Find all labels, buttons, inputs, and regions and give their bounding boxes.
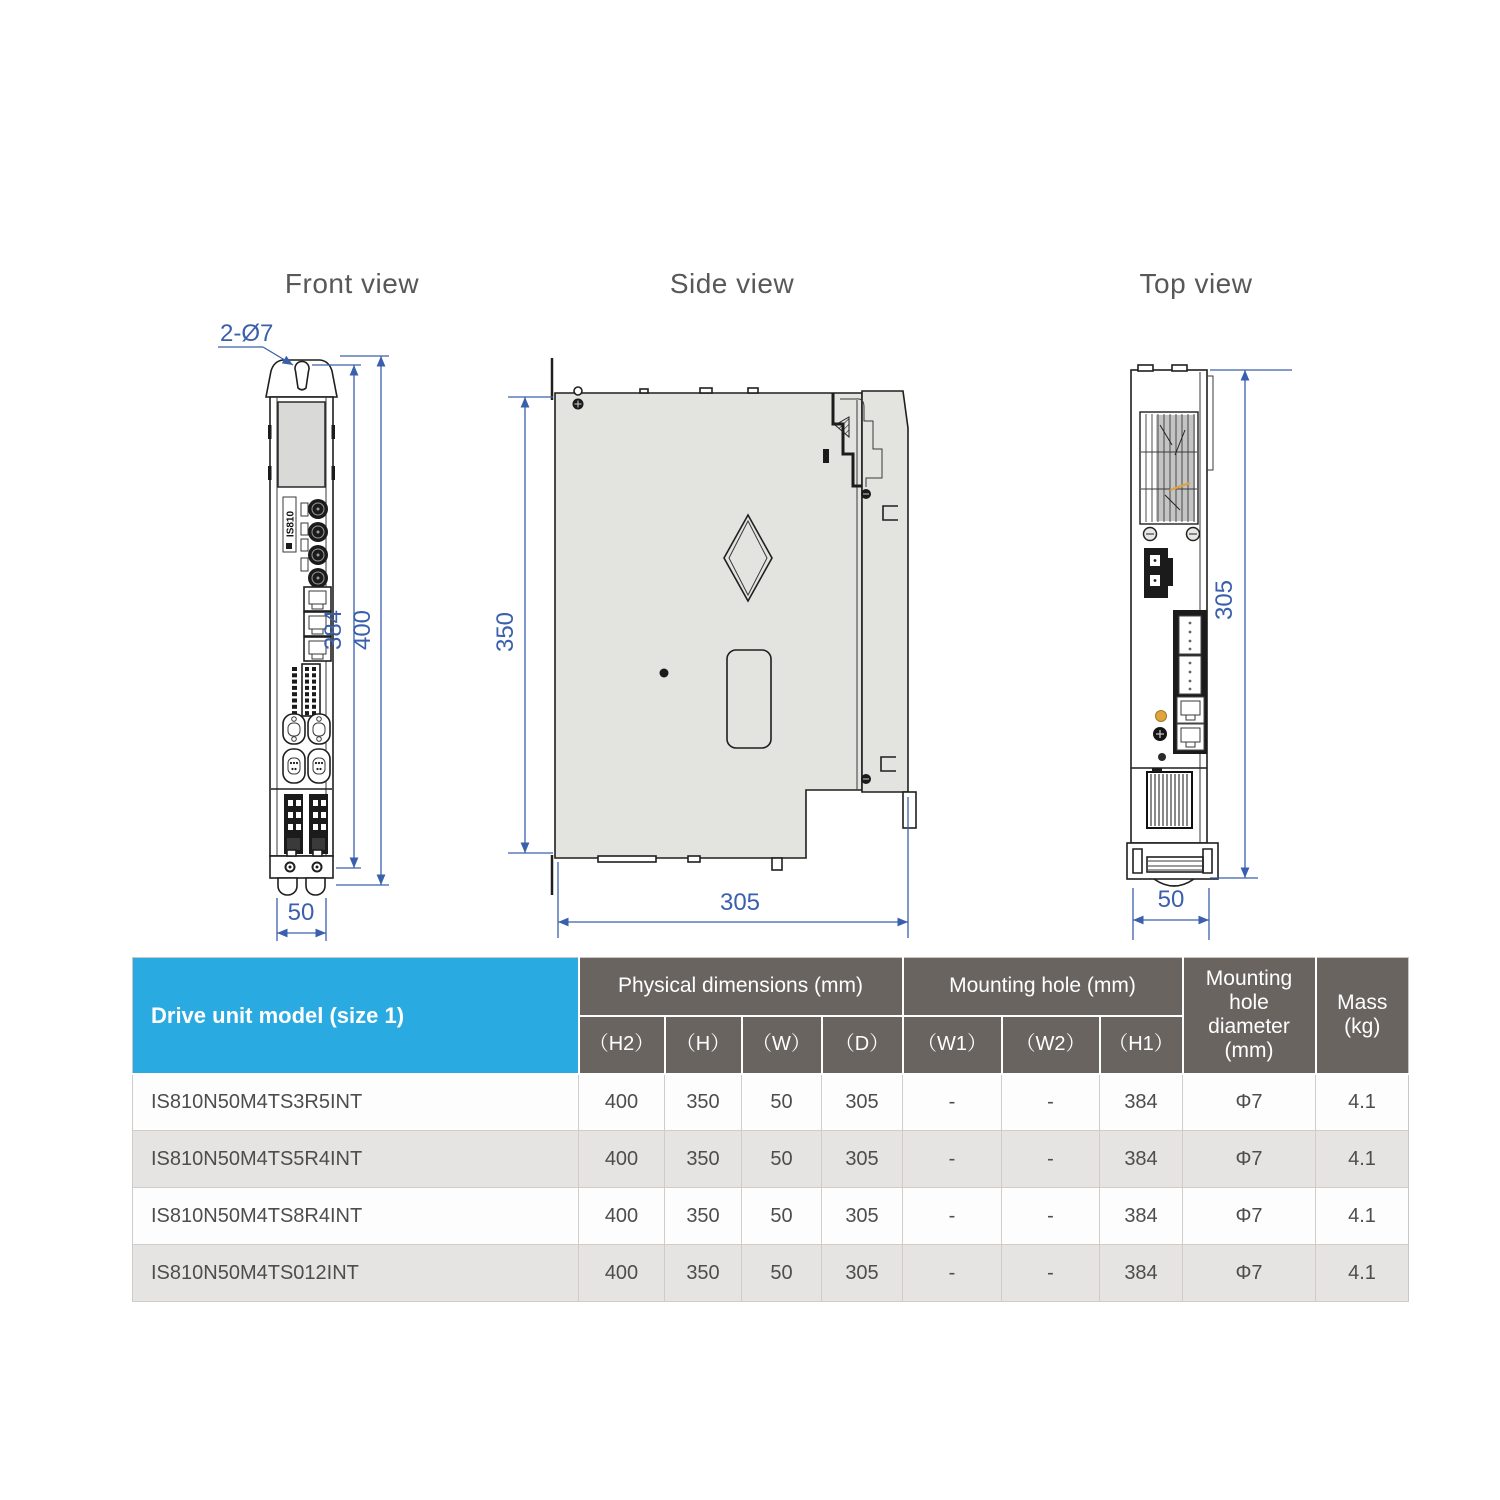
side-dim-350 <box>492 397 553 853</box>
front-keyhole-slot <box>295 361 309 389</box>
cell-w: 50 <box>742 1074 822 1131</box>
view-title-top: Top view <box>1139 268 1253 299</box>
col-header-model: Drive unit model (size 1) <box>133 958 579 1074</box>
table-row <box>133 1245 1409 1302</box>
col-header-h1: （H1） <box>1100 1016 1183 1074</box>
side-screw-right-upper <box>861 489 871 499</box>
cell-model: IS810N50M4TS8R4INT <box>133 1188 579 1245</box>
cell-h1: 384 <box>1100 1074 1183 1131</box>
col-header-w2: （W2） <box>1002 1016 1100 1074</box>
col-header-w: （W） <box>742 1016 822 1074</box>
cell-mass: 4.1 <box>1316 1188 1409 1245</box>
cell-h2: 400 <box>579 1245 665 1302</box>
front-dim-50-label: 50 <box>287 899 315 926</box>
cell-diameter: Φ7 <box>1183 1188 1316 1245</box>
cell-w2: - <box>1002 1131 1100 1188</box>
col-header-mounting-hole-diameter: Mounting hole diameter (mm) <box>1183 958 1316 1074</box>
top-bottom-bracket <box>1127 843 1218 886</box>
top-dim-305 <box>1210 370 1292 878</box>
cell-w2: - <box>1002 1245 1100 1302</box>
view-title-front: Front view <box>284 268 420 299</box>
front-device-label-text: IS810 <box>285 510 297 538</box>
cell-model: IS810N50M4TS3R5INT <box>133 1074 579 1131</box>
cell-w2: - <box>1002 1074 1100 1131</box>
side-screw-top <box>573 399 584 410</box>
cell-h1: 384 <box>1100 1131 1183 1188</box>
cell-diameter: Φ7 <box>1183 1131 1316 1188</box>
col-group-physical-dimensions: Physical dimensions (mm) <box>579 958 903 1016</box>
table-row <box>133 1188 1409 1245</box>
col-header-d: （D） <box>822 1016 903 1074</box>
top-dim-305-label: 305 <box>1211 579 1238 621</box>
side-dim-350-label: 350 <box>492 611 519 653</box>
cell-d: 305 <box>822 1131 903 1188</box>
cell-h2: 400 <box>579 1074 665 1131</box>
col-header-w1: （W1） <box>903 1016 1002 1074</box>
cell-model: IS810N50M4TS5R4INT <box>133 1131 579 1188</box>
cell-w1: - <box>903 1131 1002 1188</box>
side-dim-305-label: 305 <box>719 889 761 916</box>
cell-w: 50 <box>742 1131 822 1188</box>
top-fan-block <box>1147 768 1192 828</box>
cell-h: 350 <box>665 1245 742 1302</box>
cell-d: 305 <box>822 1074 903 1131</box>
front-dim-holes-label: 2-Ø7 <box>220 320 274 347</box>
cell-mass: 4.1 <box>1316 1074 1409 1131</box>
cell-d: 305 <box>822 1188 903 1245</box>
top-connector-bank <box>1173 610 1207 754</box>
table-row <box>133 1074 1409 1131</box>
side-din-clip-tail <box>903 792 916 828</box>
cell-h2: 400 <box>579 1131 665 1188</box>
cell-h: 350 <box>665 1074 742 1131</box>
cell-h: 350 <box>665 1188 742 1245</box>
table-row <box>133 1131 1409 1188</box>
cell-w2: - <box>1002 1188 1100 1245</box>
cell-mass: 4.1 <box>1316 1245 1409 1302</box>
col-header-h: （H） <box>665 1016 742 1074</box>
front-mounting-feet <box>278 878 325 895</box>
front-display-panel <box>278 402 325 487</box>
cell-mass: 4.1 <box>1316 1131 1409 1188</box>
side-screw-center <box>660 669 669 678</box>
cell-h: 350 <box>665 1131 742 1188</box>
side-view-drawing <box>492 358 916 938</box>
top-screw-orange <box>1156 711 1167 722</box>
cell-h1: 384 <box>1100 1245 1183 1302</box>
cell-w1: - <box>903 1074 1002 1131</box>
spec-table <box>132 957 1409 1302</box>
side-din-plate <box>862 391 908 792</box>
cell-diameter: Φ7 <box>1183 1074 1316 1131</box>
cell-diameter: Φ7 <box>1183 1245 1316 1302</box>
side-body <box>555 393 862 858</box>
side-top-lug <box>574 387 582 395</box>
cell-d: 305 <box>822 1245 903 1302</box>
col-header-mass: Mass (kg) <box>1316 958 1409 1074</box>
cell-h2: 400 <box>579 1188 665 1245</box>
cell-h1: 384 <box>1100 1188 1183 1245</box>
cell-w: 50 <box>742 1188 822 1245</box>
front-view-drawing <box>218 320 389 941</box>
top-view-drawing <box>1127 365 1292 940</box>
cell-w1: - <box>903 1188 1002 1245</box>
front-dim-hole-callout <box>218 320 293 365</box>
front-dim-384-label: 384 <box>320 609 347 651</box>
cell-model: IS810N50M4TS012INT <box>133 1245 579 1302</box>
cell-w1: - <box>903 1245 1002 1302</box>
top-rj45-ports <box>1177 697 1204 750</box>
cell-w: 50 <box>742 1245 822 1302</box>
top-right-edge <box>1207 376 1213 470</box>
front-dim-50 <box>277 898 326 941</box>
view-title-side: Side view <box>669 268 795 299</box>
top-dim-50-label: 50 <box>1157 886 1185 913</box>
col-group-mounting-hole: Mounting hole (mm) <box>903 958 1183 1016</box>
side-screw-right-lower <box>861 774 871 784</box>
front-dim-400-label: 400 <box>349 609 376 651</box>
top-vent-grille <box>1140 412 1198 524</box>
top-dim-50 <box>1133 886 1209 940</box>
col-header-h2: （H2） <box>579 1016 665 1074</box>
